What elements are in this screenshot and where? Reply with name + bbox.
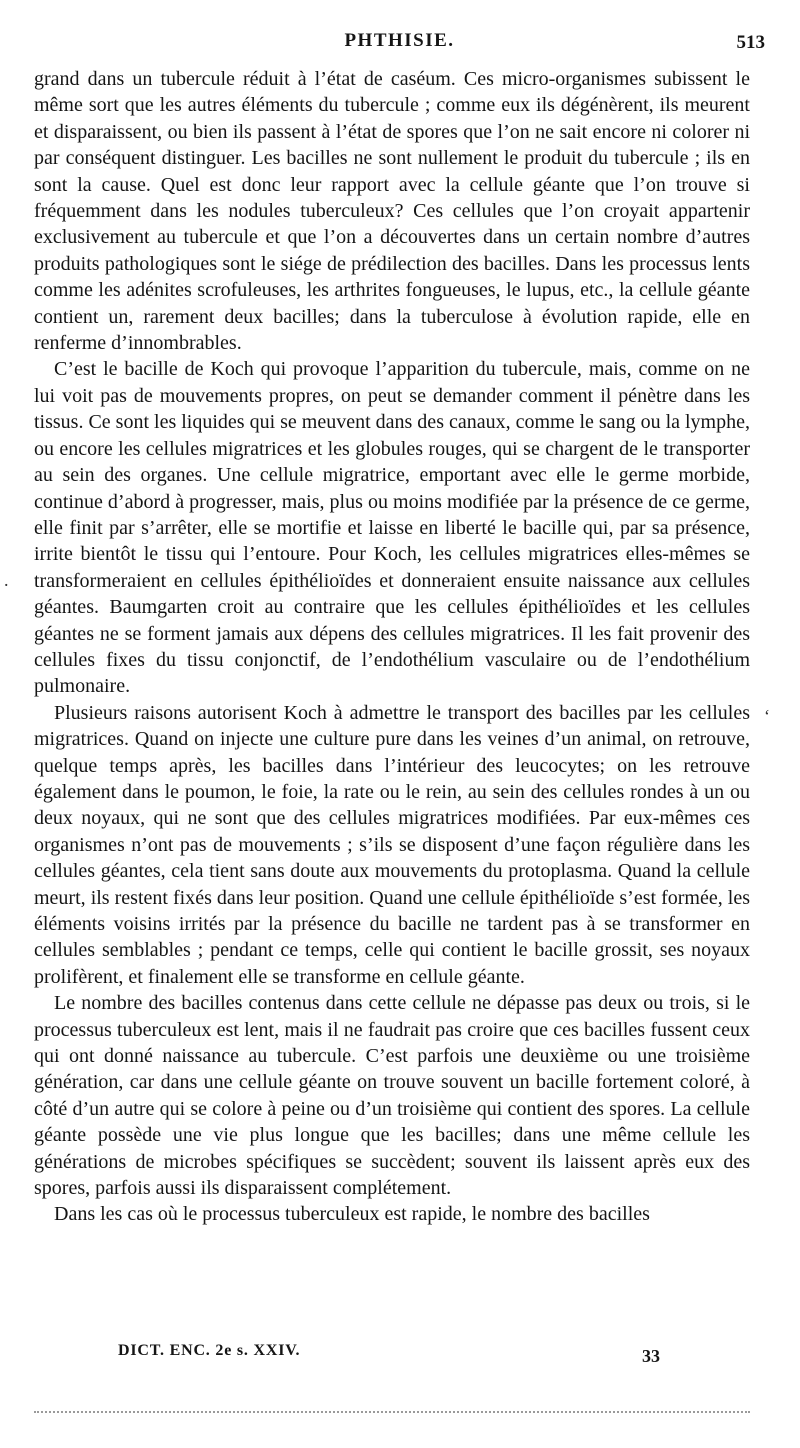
margin-tick-mark: ‘ [764, 706, 770, 726]
printer-signature: DICT. ENC. 2e s. XXIV. [118, 1342, 301, 1359]
sheet-number: 33 [642, 1346, 660, 1366]
page-header [34, 30, 765, 58]
paragraph-3: Plusieurs raisons autorisent Koch à admettre le transport des bacilles par les cellules migratrices. Quand on injecte une culture pure dans les veines d’un animal, on retrouve, quelque temps après, les bacilles dans l’intérieur des leucocytes; on les retrouve également dans le poumon, le foie, la rate ou le rein, au sein des cellules rondes à un ou deux noyaux, qui ne sont que des cellules migratrices modifiées. Par eux-mêmes ces organismes n’ont pas de mouvements ; s’ils se disposent d’une façon régulière dans les cellules géantes, cela tient sans doute aux mouvements du protoplasma. Quand la cellule meurt, ils restent fixés dans leur position. Quand une cellule épithélioïde s’est formée, les éléments voisins irrités par la présence du bacille ne tardent pas à se transformer en cellules semblables ; pendant ce temps, celle qui contient le bacille grossit, ses noyaux prolifèrent, et finalement elle se transforme en cellule géante. [34, 701, 750, 988]
paragraph-5: Dans les cas où le processus tuberculeux est rapide, le nombre des bacilles [54, 1203, 650, 1226]
page-number: 513 [736, 32, 765, 53]
paragraph-2: C’est le bacille de Koch qui provoque l’apparition du tubercule, mais, comme on ne lui voit pas de mouvements propres, on peut se demander comment il pénètre dans les tissus. Ce sont les liquides qui se meuvent dans des canaux, comme le sang ou la lymphe, ou encore les cellules migratrices et les globules rouges, qui se chargent de le transporter au sein des organes. Une cellule migratrice, emportant avec elle le germe morbide, continue d’abord à progresser, mais, plus ou moins modifiée par la présence de ce germe, elle finit par s’arrêter, elle se mortifie et laisse en liberté le bacille qui, par sa présence, irrite bientôt le tissu qui l’entoure. Pour Koch, les cellules migratrices elles-mêmes se transformeraient en cellules épithélioïdes et donneraient ensuite naissance aux cellules géantes. Baumgarten croit au contraire que les cellules épithélioïdes et les cellules géantes ne se forment jamais aux dépens des cellules migratrices. Il les fait provenir des cellules fixes du tissu conjonctif, de l’endothélium vasculaire ou de l’endothélium pulmonaire. [34, 358, 750, 698]
body-text [34, 66, 750, 1228]
margin-dot-mark: . [4, 570, 9, 590]
paragraph-4: Le nombre des bacilles contenus dans cette cellule ne dépasse pas deux ou trois, si le processus tuberculeux est lent, mais il ne faudrait pas croire que ces bacilles fussent ceux qui ont donné naissance au tubercule. C’est parfois une deuxième ou une troisième génération, car dans une cellule géante on trouve souvent un bacille fortement coloré, à côté d’un autre qui se colore à peine ou d’un troisième qui contient des spores. La cellule géante possède une vie plus longue que les bacilles; dans une même cellule les générations de microbes spécifiques se succèdent; souvent ils laissent après eux des spores, parfois aussi ils disparaissent complétement. [34, 992, 750, 1200]
bottom-dotted-rule [34, 1411, 750, 1413]
page-footer [34, 1342, 750, 1372]
running-title: PHTHISIE. [344, 30, 455, 51]
paragraph-1: grand dans un tubercule réduit à l’état de caséum. Ces micro-organismes subissent le même sort que les autres éléments du tubercule ; comme eux ils dégénèrent, ils meurent et disparaissent, ou bien ils passent à l’état de spores que l’on ne sait encore ni colorer ni par conséquent distinguer. Les bacilles ne sont nullement le produit du tubercule ; ils en sont la cause. Quel est donc leur rapport avec la cellule géante que l’on trouve si fréquemment dans les nodules tuberculeux? Ces cellules que l’on croyait appartenir exclusivement au tubercule et que l’on a découvertes dans un certain nombre d’autres produits pathologiques sont le siége de prédilection des bacilles. Dans les processus lents comme les adénites scrofuleuses, les arthrites fongueuses, le lupus, etc., la cellule géante contient un, rarement deux bacilles; dans la tuberculose à évolution rapide, elle en renferme d’innombrables. [34, 68, 750, 355]
